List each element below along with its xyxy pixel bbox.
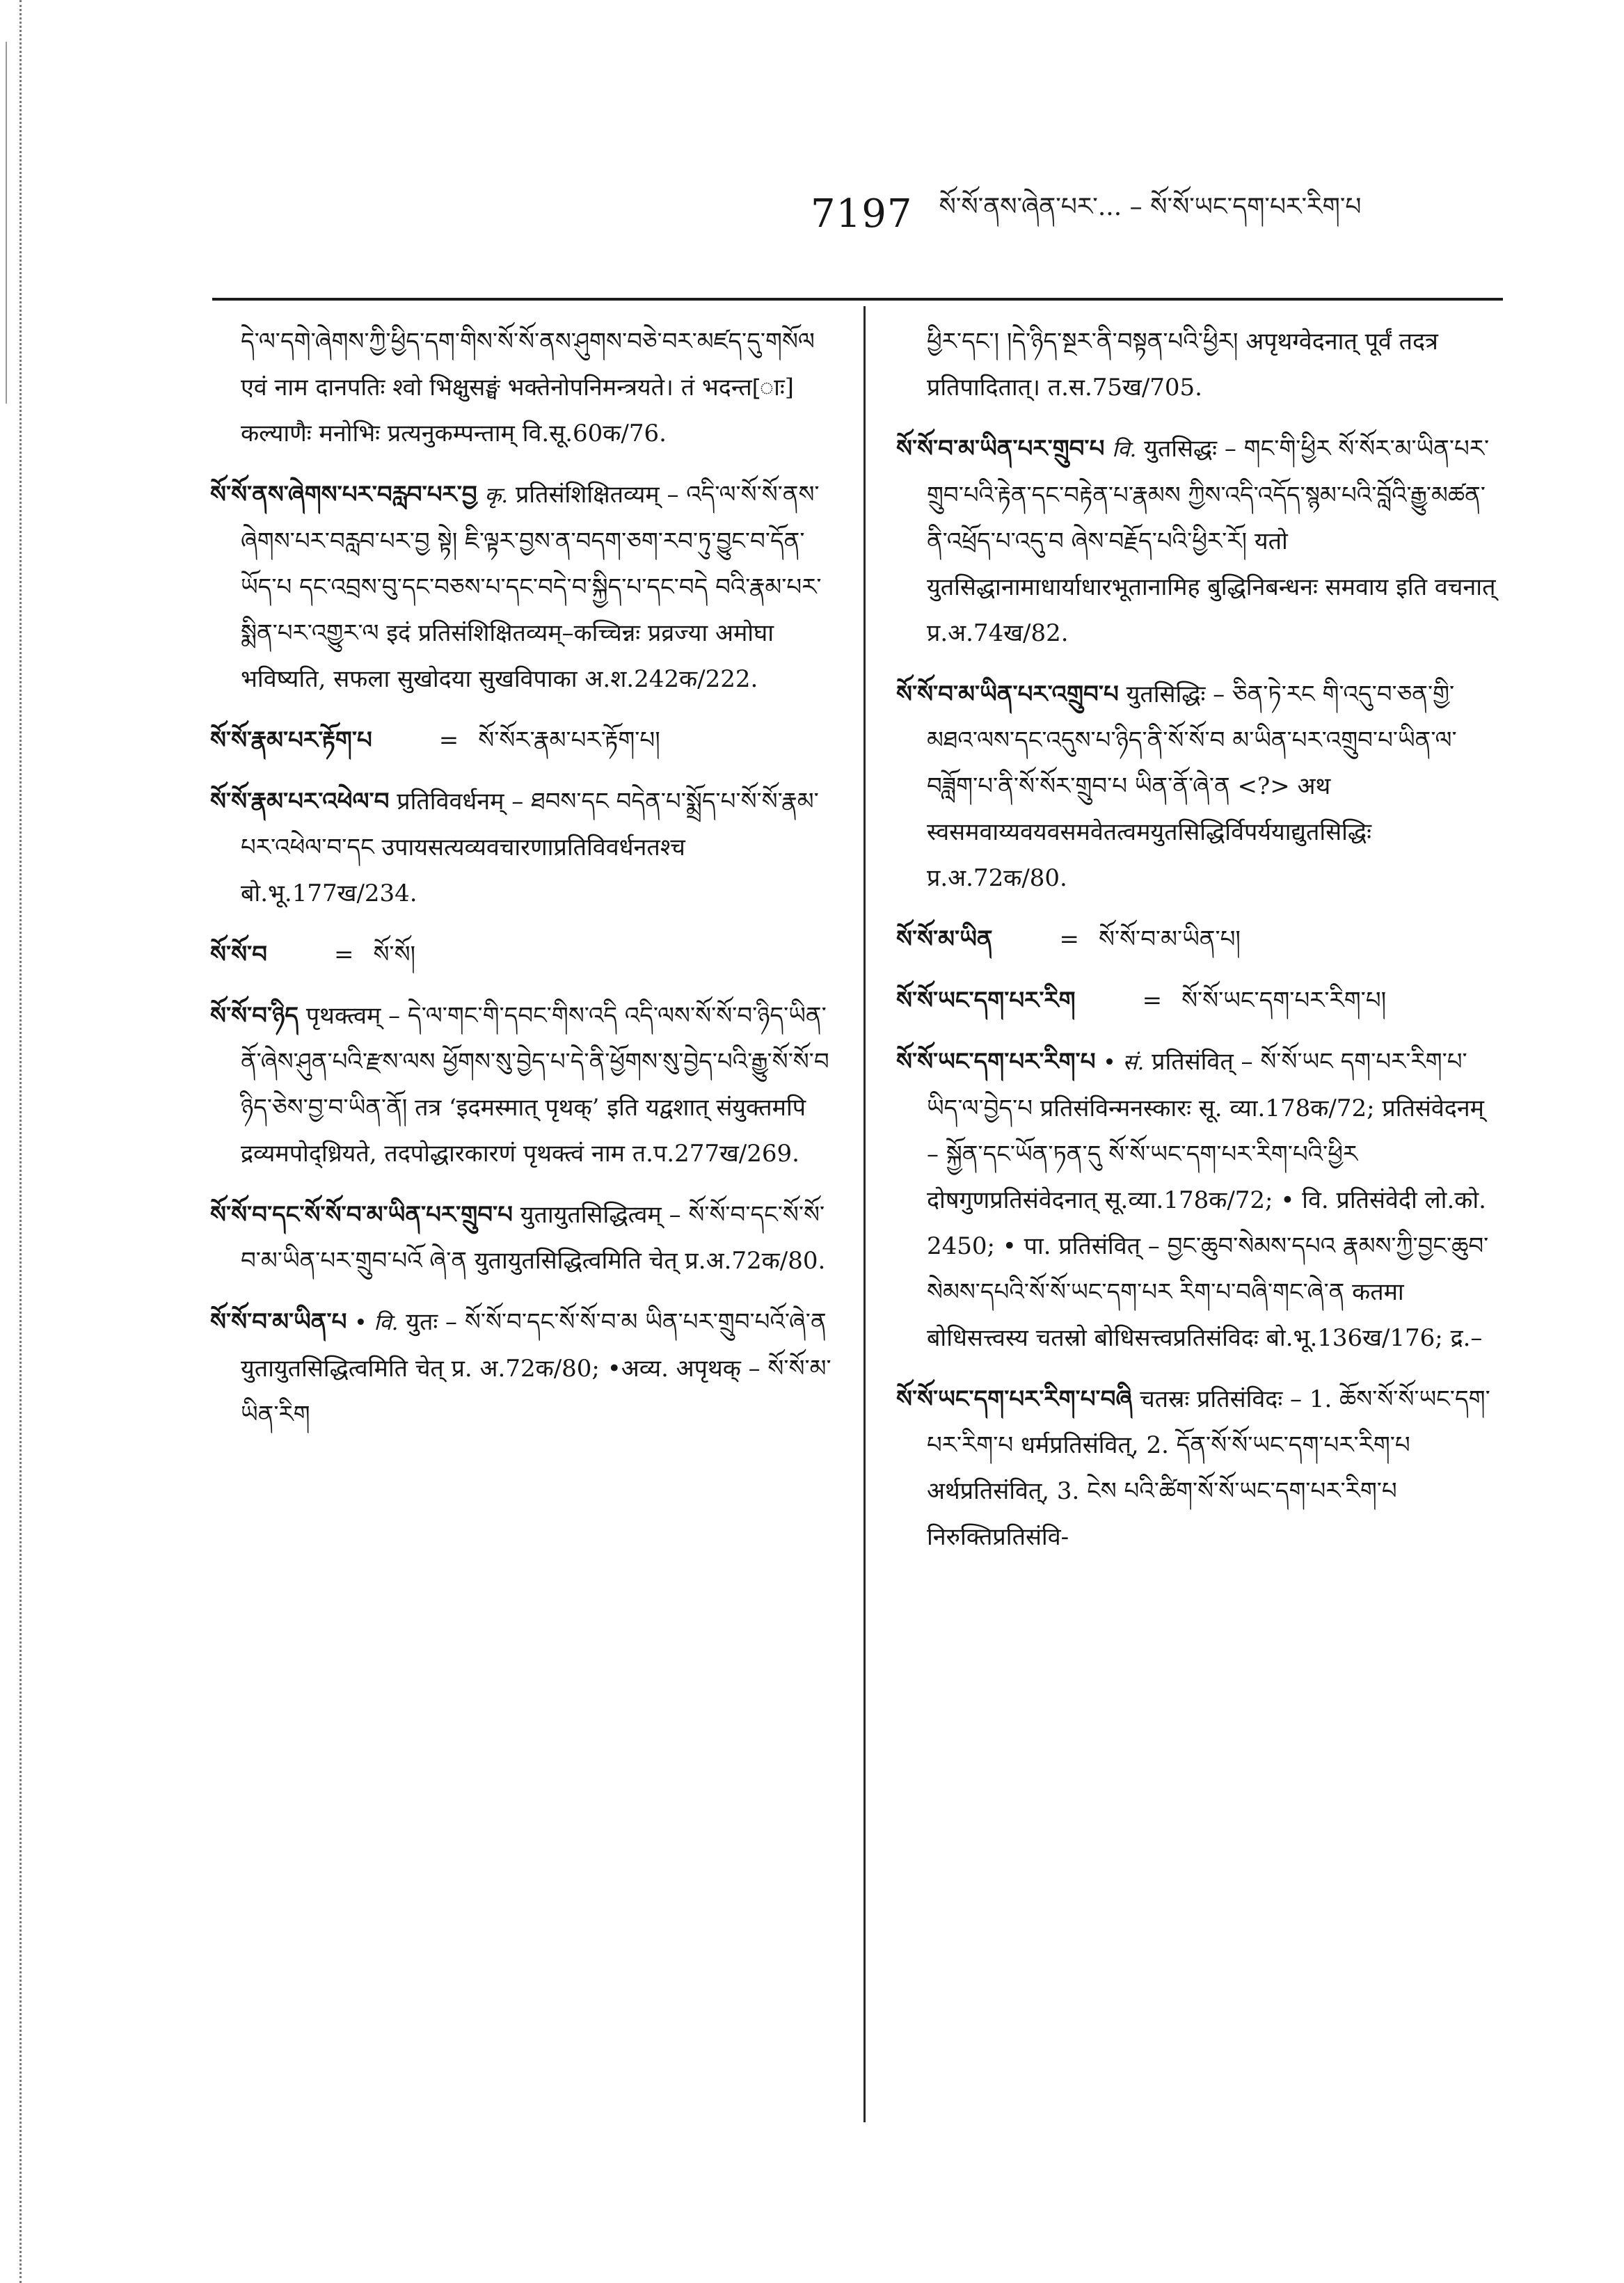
headword: སོ་སོ་མ་ཡིན xyxy=(896,925,993,953)
headword: སོ་སོ་རྣམ་པར་འཕེལ་བ xyxy=(210,788,390,816)
column-divider xyxy=(863,306,866,2122)
entry-text: प्रतिसंशिक्षितव्यम् – འདི་ལ་སོ་སོ་ནས་ཞེགས་པར་བརླབ་པར་བྱ སྟེ། ཇི་ལྟར་བྱས་ན་བདག་ཅག་རབ་ཏུ་བྱུང་བ་དོན་ཡོད་པ དང་འབྲས་བུ་དང་བཅས་པ་དང་བདེ་བ་སྐྱིད་པ་དང་བདེ བའི་རྣམ་པར་སྨིན་པར་འགྱུར་ལ इदं प्रतिसंशिक्षितव्यम्–कच्चिन्नः प्रव्रज्या अमोघा भविष्यति, सफला सुखोदया सुखविपाका अ.श.242क/222. xyxy=(241,481,822,693)
cross-reference-target: སོ་སོ། xyxy=(373,941,416,969)
headword: སོ་སོ་བ་མ་ཡིན་པར་འགྲུབ་པ xyxy=(896,681,1119,708)
cross-reference-target: སོ་སོར་རྣམ་པར་རྟོག་པ། xyxy=(478,726,660,754)
dictionary-entry xyxy=(896,1376,1502,1560)
dictionary-entry xyxy=(896,426,1502,656)
dictionary-entry xyxy=(210,1299,840,1438)
dictionary-entry xyxy=(896,1039,1502,1361)
left-column xyxy=(210,319,840,1453)
cross-reference-entry xyxy=(210,932,840,978)
cross-reference-target: སོ་སོ་བ་མ་ཡིན་པ། xyxy=(1099,925,1241,953)
headword: སོ་སོ་བ་མ་ཡིན་པར་གྲུབ་པ xyxy=(896,435,1105,463)
entry-text: युतसिद्धः – གང་གི་ཕྱིར སོ་སོར་མ་ཡིན་པར་གྲུབ་པའི་རྟེན་དང་བརྟེན་པ་རྣམས ཀྱིས་འདི་འདོད་སྙམ་པའི་བློའི་རྒྱུ་མཚན་ནི་འཕྲོད་པ་འདུ་བ ཞེས་བརྗོད་པའི་ཕྱིར་རོ། यतो युतसिद्धानामाधार्याधारभूतानामिह बुद्धिनिबन्धनः समवाय इति वचनात् प्र.अ.74ख/82. xyxy=(927,435,1496,647)
binding-edge xyxy=(19,0,29,2283)
headword: སོ་སོ་རྣམ་པར་རྟོག་པ xyxy=(210,726,372,754)
cross-reference-target: སོ་སོ་ཡང་དག་པར་རིག་པ། xyxy=(1181,987,1387,1015)
grammar-tag: • सं. xyxy=(1103,1050,1145,1075)
dictionary-entry xyxy=(896,671,1502,901)
entry-continuation xyxy=(896,319,1502,411)
entry-text: ཕྱིར་དང་། །དེ་ཉིད་སྔར་ནི་བསྟན་པའི་ཕྱིར། अपृथग्वेदनात् पूर्वं तदत्र प्रतिपादितात्। त.स.75ख/705. xyxy=(927,328,1438,401)
dictionary-entry xyxy=(210,779,840,916)
entry-continuation xyxy=(210,319,840,456)
grammar-tag: • वि. xyxy=(354,1310,399,1335)
page-header xyxy=(811,182,1492,245)
entry-text: དེ་ལ་དགེ་ཞེགས་ཀྱི་ཕྱིད་དག་གིས་སོ་སོ་ནས་ཤུགས་བཅེ་བར་མཛད་དུ་གསོལ एवं नाम दानपतिः श्वो भिक्षुसङ्घं भक्तेनोपनिमन्त्रयते। तं भदन्त[ाः] कल्याणैः मनोभिः प्रत्यनुकम्पन्ताम् वि.सू.60क/76. xyxy=(241,328,815,447)
header-rule xyxy=(212,298,1503,301)
equals-sign: = xyxy=(1142,987,1163,1015)
entry-text: युतायुतसिद्धित्वम् – སོ་སོ་བ་དང་སོ་སོ་བ་མ་ཡིན་པར་གྲུབ་པའོ ཞེ་ན युतायुतसिद्धित्वमिति चेत् प्र.अ.72क/80. xyxy=(241,1201,826,1275)
dictionary-entry xyxy=(210,1192,840,1284)
entry-text: पृथक्त्वम् – དེ་ལ་གང་གི་དབང་གིས་འདི འདི་ལས་སོ་སོ་བ་ཉིད་ཡིན་ནོ་ཞེས་ཤུན་པའི་རྫས་ལས ཕྱོགས་སུ་བྱེད་པ་དེ་ནི་ཕྱོགས་སུ་བྱེད་པའི་རྒྱུ་སོ་སོ་བ ཉིད་ཅེས་བྱ་བ་ཡིན་ནོ། तत्र ‘इदमस्मात् पृथक्’ इति यद्वशात् संयुक्तमपि द्रव्यमपोद्ध्रियते, तदपोद्धारकारणं पृथक्त्वं नाम त.प.277ख/269. xyxy=(241,1002,829,1168)
cross-reference-entry xyxy=(896,916,1502,962)
headword: སོ་སོ་བ་ཉིད xyxy=(210,1002,298,1030)
entry-text: प्रतिविवर्धनम् – ཐབས་དང བདེན་པ་སྨྲོད་པ་སོ་སོ་རྣམ་པར་འཕེལ་བ་དང उपायसत्यव्यवचारणाप्रतिविवर्धनतश्च बो.भू.177ख/234. xyxy=(241,788,819,907)
entry-text: प्रतिसंवित् – སོ་སོ་ཡང དག་པར་རིག་པ་ཡིད་ལ་བྱེད་པ प्रतिसंविन्मनस्कारः सू. व्या.178क/72; प्रतिसंवेदनम् – སྐྱོན་དང་ཡོན་ཏན་དུ སོ་སོ་ཡང་དག་པར་རིག་པའི་ཕྱིར दोषगुणप्रतिसंवेदनात् सू.व्या.178क/72; • वि. प्रतिसंवेदी लो.को. 2450; • पा. प्रतिसंवित् – བྱང་ཆུབ་སེམས་དཔའ རྣམས་ཀྱི་བྱང་ཆུབ་སེམས་དཔའི་སོ་སོ་ཡང་དག་པར རིག་པ་བཞི་གང་ཞེ་ན कतमा बोधिसत्त्वस्य चतस्रो बोधिसत्त्वप्रतिसंविदः बो.भू.136ख/176; द्र.– xyxy=(927,1048,1489,1352)
dictionary-entry xyxy=(210,993,840,1177)
binding-mark xyxy=(6,42,10,404)
page-number: 7197 xyxy=(811,191,913,237)
headword: སོ་སོ་ཡང་དག་པར་རིག་པ་བཞི xyxy=(896,1385,1133,1413)
entry-text: युतसिद्धिः – ཅིན་ཏེ་རང གི་འདུ་བ་ཅན་གྱི་མཐའ་ལས་དང་འདུས་པ་ཉིད་ནི་སོ་སོ་བ མ་ཡིན་པར་འགྲུབ་པ་ཡིན་ལ་བཟློག་པ་ནི་སོ་སོར་གྲུབ་པ ཡིན་ནོ་ཞེ་ན <?> अथ स्वसमवाय्यवयवसमवेतत्वमयुतसिद्धिर्विपर्ययाद्युतसिद्धिः प्र.अ.72क/80. xyxy=(927,681,1457,892)
headword: སོ་སོ་ཡང་དག་པར་རིག xyxy=(896,987,1076,1015)
dictionary-entry xyxy=(210,472,840,702)
grammar-tag: वि. xyxy=(1112,437,1137,462)
running-head: སོ་སོ་ནས་ཞེན་པར་... – སོ་སོ་ཡང་དག་པར་རིག་པ xyxy=(939,193,1362,221)
headword: སོ་སོ་ཡང་དག་པར་རིག་པ xyxy=(896,1048,1096,1076)
cross-reference-entry xyxy=(896,978,1502,1024)
headword: སོ་སོ་ནས་ཞེགས་པར་བརླབ་པར་བྱ xyxy=(210,481,477,509)
cross-reference-entry xyxy=(210,717,840,763)
equals-sign: = xyxy=(333,941,354,969)
headword: སོ་སོ་བ་མ་ཡིན་པ xyxy=(210,1308,347,1336)
grammar-tag: कृ. xyxy=(484,483,509,508)
equals-sign: = xyxy=(1059,925,1080,953)
headword: སོ་སོ་བ xyxy=(210,941,267,969)
entry-text: युतः – སོ་སོ་བ་དང་སོ་སོ་བ་མ ཡིན་པར་གྲུབ་པའོ་ཞེ་ན युतायुतसिद्धित्वमिति चेत् प्र. अ.72क/80; •अव्य. अपृथक् – སོ་སོ་མ་ཡིན་རིག xyxy=(241,1308,831,1429)
entry-text: चतस्रः प्रतिसंविदः – 1. ཆོས་སོ་སོ་ཡང་དག་པར་རིག་པ धर्मप्रतिसंवित्, 2. དོན་སོ་སོ་ཡང་དག་པར་རིག་པ अर्थप्रतिसंवित्, 3. ངེས པའི་ཚིག་སོ་སོ་ཡང་དག་པར་རིག་པ निरुक्तिप्रतिसंवि- xyxy=(927,1385,1490,1551)
headword: སོ་སོ་བ་དང་སོ་སོ་བ་མ་ཡིན་པར་གྲུབ་པ xyxy=(210,1201,513,1229)
right-column xyxy=(896,319,1502,1575)
equals-sign: = xyxy=(438,726,459,754)
